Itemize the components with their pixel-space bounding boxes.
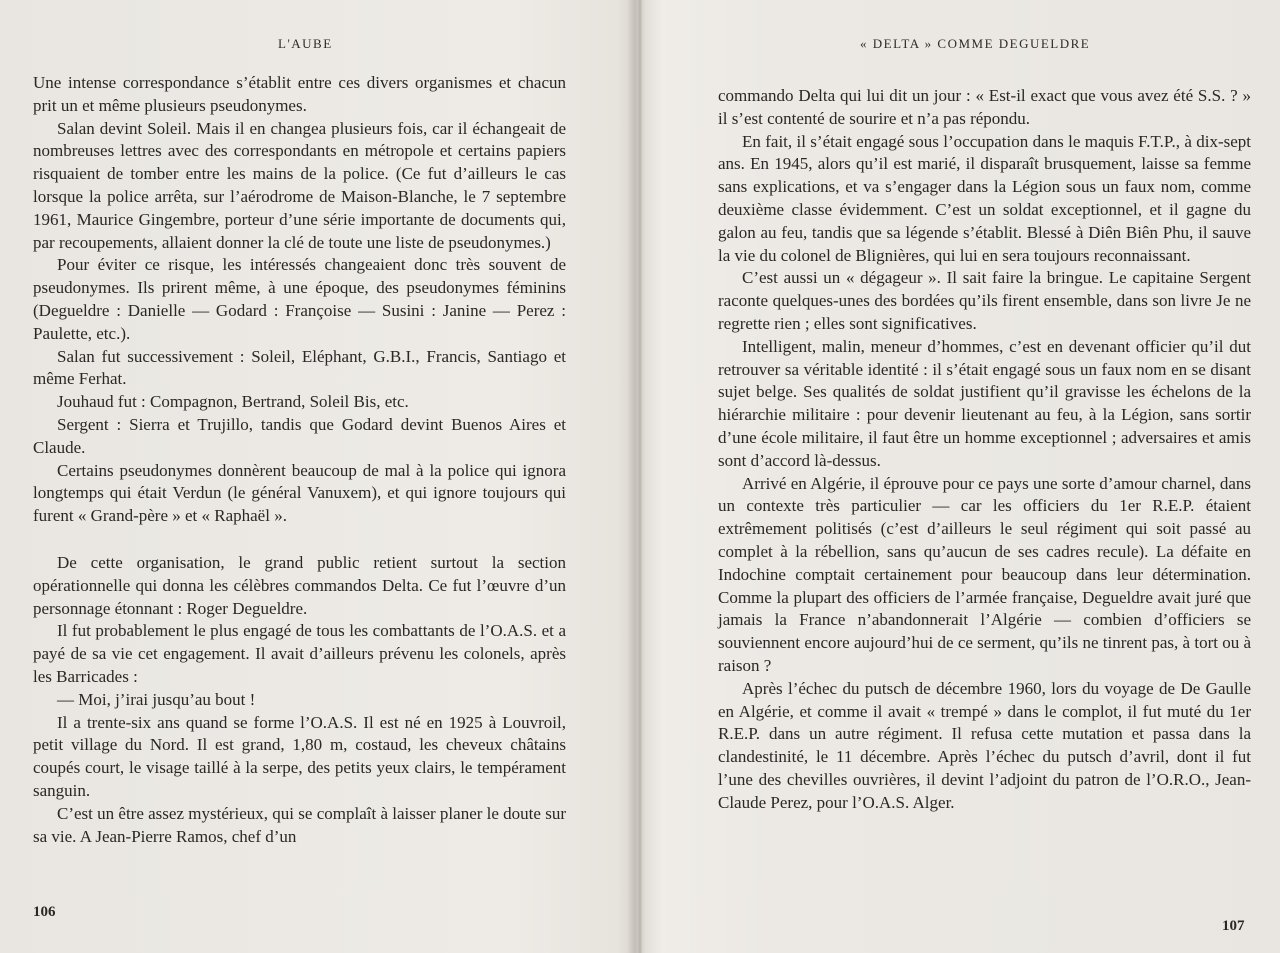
paragraph: Une intense correspondance s’établit entre ces divers organismes et chacun prit un et même plusieurs pseudonymes.: [33, 73, 566, 115]
paragraph: Sergent : Sierra et Trujillo, tandis que Godard devint Buenos Aires et Claude.: [33, 414, 566, 457]
left-page-body: [33, 72, 566, 848]
paragraph: Salan fut successivement : Soleil, Eléphant, G.B.I., Francis, Santiago et même Ferhat.: [33, 346, 566, 389]
left-page: [0, 0, 622, 953]
right-running-header: « DELTA » COMME DEGUELDRE: [860, 36, 1091, 51]
paragraph: Salan devint Soleil. Mais il en changea plusieurs fois, car il échangeait de nombreuses lettres avec des correspondants en métropole et certains papiers risquaient de tomber entre les mains de la police. (Ce fut d’ailleurs le cas lorsque la police arrêta, sur l’aérodrome de Maison-Blanche, le 7 septembre 1961, Maurice Gingembre, porteur d’une série importante de documents qui, par recoupements, allaient donner la clé de toute une liste de pseudonymes.): [33, 118, 566, 252]
paragraph: C’est un être assez mystérieux, qui se complaît à laisser planer le doute sur sa vie. A Jean-Pierre Ramos, chef d’un: [33, 803, 566, 846]
paragraph: Pour éviter ce risque, les intéressés changeaient donc très souvent de pseudonymes. Ils prirent même, à une époque, des pseudonymes féminins (Degueldre : Danielle — Godard : Françoise — Susini : Janine — Perez : Paulette, etc.).: [33, 255, 566, 343]
right-page: [660, 0, 1280, 953]
paragraph: — Moi, j’irai jusqu’au bout !: [57, 689, 256, 709]
paragraph: Intelligent, malin, meneur d’hommes, c’est en devenant officier qu’il dut retrouver sa véritable identité : il s’était engagé sous un faux nom en se disant sujet belge. Ses qualités de soldat justifient qu’il gravisse les échelons de la hiérarchie militaire : pour devenir lieutenant au feu, à la Légion, sans sortir d’une école militaire, il faut être un homme exceptionnel ; adversaires et amis sont d’accord là-dessus.: [718, 336, 1251, 470]
paragraph: Il fut probablement le plus engagé de tous les combattants de l’O.A.S. et a payé de sa vie cet engagement. Il avait d’ailleurs prévenu les colonels, après les Barricades :: [33, 621, 566, 686]
left-page-number: 106: [33, 904, 56, 920]
paragraph: En fait, il s’était engagé sous l’occupation dans le maquis F.T.P., à dix-sept ans. En 1945, alors qu’il est marié, il disparaît brusquement, laisse sa femme sans explications, et va s’engager dans la Légion sous un faux nom, comme deuxième classe évidemment. C’est un soldat exceptionnel, et il gagne du galon au feu, tandis que sa légende s’établit. Blessé à Diên Biên Phu, il sauve la vie du colonel de Blignières, qui lui en sera toujours reconnaissant.: [718, 131, 1251, 265]
paragraph: Jouhaud fut : Compagnon, Bertrand, Soleil Bis, etc.: [57, 392, 409, 412]
paragraph: C’est aussi un « dégageur ». Il sait faire la bringue. Le capitaine Sergent raconte quelques-unes des bordées qu’ils firent ensemble, dans son livre Je ne regrette rien ; elles sont significatives.: [718, 268, 1251, 333]
paragraph: commando Delta qui lui dit un jour : « Est-il exact que vous avez été S.S. ? » il s’est contenté de sourire et n’a pas répondu.: [718, 86, 1251, 128]
paragraph: Il a trente-six ans quand se forme l’O.A.S. Il est né en 1925 à Louvroil, petit village du Nord. Il est grand, 1,80 m, costaud, les cheveux châtains coupés court, le visage taillé à la serpe, des petits yeux clairs, le tempérament sanguin.: [33, 712, 566, 800]
left-running-header: L'AUBE: [278, 36, 333, 51]
paragraph: Arrivé en Algérie, il éprouve pour ce pays une sorte d’amour charnel, dans un contexte très particulier — car les officiers du 1er R.E.P. étaient extrêmement politisés (c’est d’ailleurs le seul régiment qui soit passé au complet à la rébellion, sans qu’aucun de ses cadres recule). La défaite en Indochine comptait certainement pour beaucoup dans leur détermination. Comme la plupart des officiers de l’armée française, Degueldre avait juré que jamais la France n’abandonnerait l’Algérie — combien d’officiers se souviennent encore aujourd’hui de ce serment, qu’ils ne tinrent pas, à tort ou à raison ?: [718, 473, 1251, 675]
right-page-body: [718, 85, 1251, 815]
paragraph: Après l’échec du putsch de décembre 1960, lors du voyage de De Gaulle en Algérie, et comme il avait « trempé » dans le complot, il fut muté du 1er R.E.P. dans un autre régiment. Il refusa cette mutation et passa dans la clandestinité, le 11 décembre. Après l’échec du putsch d’avril, dont il fut l’une des chevilles ouvrières, il devint l’adjoint du patron de l’O.R.O., Jean-Claude Perez, pour l’O.A.S. Alger.: [718, 678, 1251, 812]
paragraph: Certains pseudonymes donnèrent beaucoup de mal à la police qui ignora longtemps qui était Verdun (le général Vanuxem), et qui ignore toujours qui furent « Grand-père » et « Raphaël ».: [33, 460, 566, 526]
right-page-number: 107: [1222, 918, 1245, 934]
book-gutter: [618, 0, 662, 953]
paragraph: De cette organisation, le grand public retient surtout la section opérationnelle qui donna les célèbres commandos Delta. Ce fut l’œuvre d’un personnage étonnant : Roger Degueldre.: [33, 552, 566, 618]
